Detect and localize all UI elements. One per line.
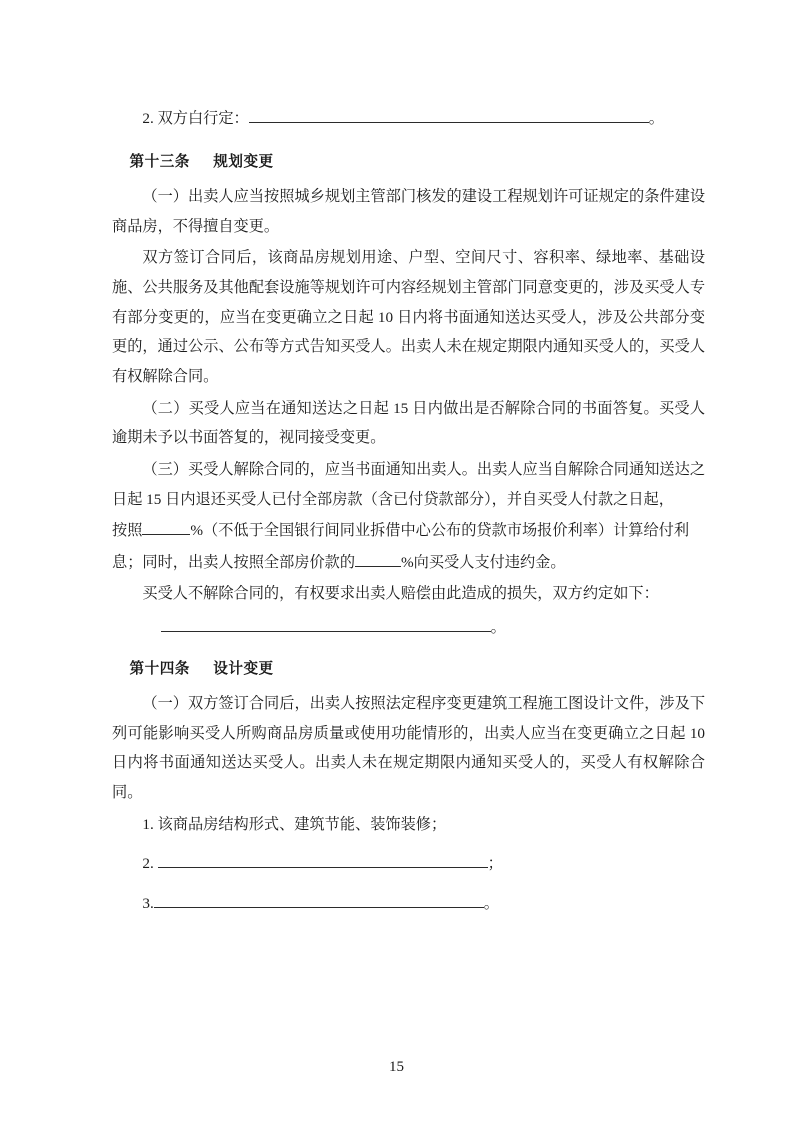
interest-rate-suffix: %（不低于全国银行间同业拆借中心公布的贷款市场报价利率）计算给付利	[190, 522, 690, 540]
paragraph-13-4-part1: （三）买受人解除合同的，应当书面通知出卖人。出卖人应当自解除合同通知送达之日起 15 日内退还买受人已付全部房款（含已付贷款部分），并自买受人付款之日起，	[112, 460, 705, 508]
penalty-rate-suffix: %向买受人支付违约金。	[401, 553, 566, 571]
list-item-14-3	[112, 889, 705, 919]
list-item-14-1: 1. 该商品房结构形式、建筑节能、装饰装修；	[142, 815, 447, 833]
section-heading-14	[112, 655, 705, 683]
clause-double-agree-line	[112, 104, 705, 134]
paragraph-13-4-part2	[112, 516, 705, 546]
page-number: 15	[389, 1059, 404, 1075]
paragraph-14-1: （一）双方签订合同后，出卖人按照法定程序变更建筑工程施工图设计文件，涉及下列可能影响买受人所购商品房质量或使用功能情形的，出卖人应当在变更确立之日起 10 日内将书面通知送达买受人。出卖人未在规定期限内通知买受人的，买受人有权解除合同。	[112, 695, 705, 802]
list-item-14-3-label: 3.	[142, 895, 154, 912]
paragraph-13-2: 双方签订合同后，该商品房规划用途、户型、空间尺寸、容积率、绿地率、基础设施、公共服务及其他配套设施等规划许可内容经规划主管部门同意变更的，涉及买受人专有部分变更的，应当在变更确立之日起 10 日内将书面通知送达买受人，涉及公共部分变更的，通过公示、公布等方式告知买受人。出卖人未在规定期限内通知买受人的，买受人有权解除合同。	[112, 249, 705, 385]
paragraph-13-4-part3	[112, 548, 705, 578]
interest-rate-prefix: 按照	[112, 522, 143, 540]
fill-in-blank[interactable]	[158, 852, 488, 868]
section-heading-13	[112, 148, 705, 176]
list-item-14-2-suffix: ；	[487, 855, 503, 873]
clause-double-agree-suffix: 。	[648, 110, 664, 127]
clause-double-agree-prefix: 2. 双方白行定：	[142, 110, 249, 127]
document-body	[112, 104, 705, 919]
clause-13-agreement-suffix: 。	[490, 619, 506, 637]
section-number-14: 第十四条	[129, 660, 190, 677]
list-item-14-2	[112, 849, 705, 879]
list-item-14-2-label: 2.	[142, 855, 154, 873]
penalty-rate-blank[interactable]	[355, 551, 401, 567]
paragraph-13-3: （二）买受人应当在通知送达之日起 15 日内做出是否解除合同的书面答复。买受人逾期未予以书面答复的，视同接受变更。	[112, 399, 705, 447]
interest-rate-blank[interactable]	[142, 519, 190, 535]
paragraph-13-1: （一）出卖人应当按照城乡规划主管部门核发的建设工程规划许可证规定的条件建设商品房，不得擅自变更。	[112, 188, 705, 235]
fill-in-blank[interactable]	[154, 892, 484, 908]
section-number-13: 第十三条	[129, 153, 190, 170]
list-item-14-3-suffix: 。	[483, 895, 499, 912]
section-title-14: 设计变更	[213, 660, 274, 677]
clause-13-agreement-line	[112, 613, 705, 643]
fill-in-blank[interactable]	[249, 107, 649, 123]
penalty-rate-prefix: 息；同时，出卖人按照全部房价款的	[112, 553, 355, 571]
paragraph-13-5: 买受人不解除合同的，有权要求出卖人赔偿由此造成的损失，双方约定如下：	[142, 585, 659, 603]
section-title-13: 规划变更	[213, 153, 274, 170]
fill-in-blank[interactable]	[161, 616, 491, 632]
